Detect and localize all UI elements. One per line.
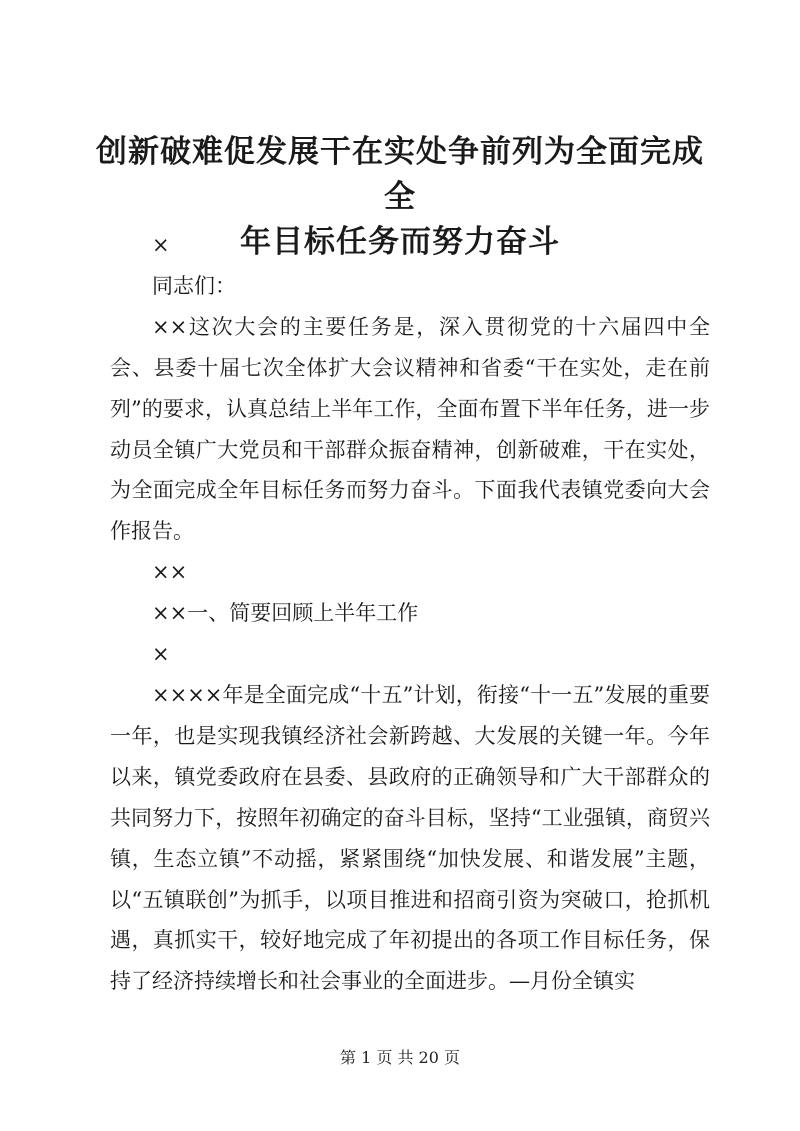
paragraph-intro: ××这次大会的主要任务是，深入贯彻党的十六届四中全会、县委十届七次全体扩大会议精神和省委“干在实处，走在前列”的要求，认真总结上半年工作，全面布置下半年任务，进一步动员全镇广大党员和干部群众振奋精神，创新破难，干在实处，为全面完成全年目标任务而努力奋斗。下面我代表镇党委向大会作报告。 — [110, 314, 710, 544]
page-footer: 第 1 页 共 20 页 — [340, 1048, 460, 1067]
section-heading: ××一、简要回顾上半年工作 — [152, 601, 419, 626]
salutation: 同志们： — [152, 273, 236, 298]
paragraph-review: ××××年是全面完成“十五”计划，衔接“十一五”发展的重要一年，也是实现我镇经济社会新跨越、大发展的关键一年。今年以来，镇党委政府在县委、县政府的正确领导和广大干部群众的共同努力下，按照年初确定的奋斗目标，坚持“工业强镇，商贸兴镇，生态立镇”不动摇，紧紧围绕“加快发展、和谐发展”主题，以“五镇联创”为抓手，以项目推进和招商引资为突破口，抢抓机遇，真抓实干，较好地完成了年初提出的各项工作目标任务，保持了经济持续增长和社会事业的全面进步。—月份全镇实 — [110, 682, 710, 994]
paragraph-marker-1: × — [152, 233, 170, 257]
paragraph-marker-3: × — [152, 642, 170, 667]
title-line-1: 创新破难促发展干在实处争前列为全面完成全 — [96, 134, 704, 215]
paragraph-marker-2: ×× — [152, 560, 188, 585]
title-line-2: 年目标任务而努力奋斗 — [240, 224, 560, 260]
document-body — [110, 225, 710, 1002]
